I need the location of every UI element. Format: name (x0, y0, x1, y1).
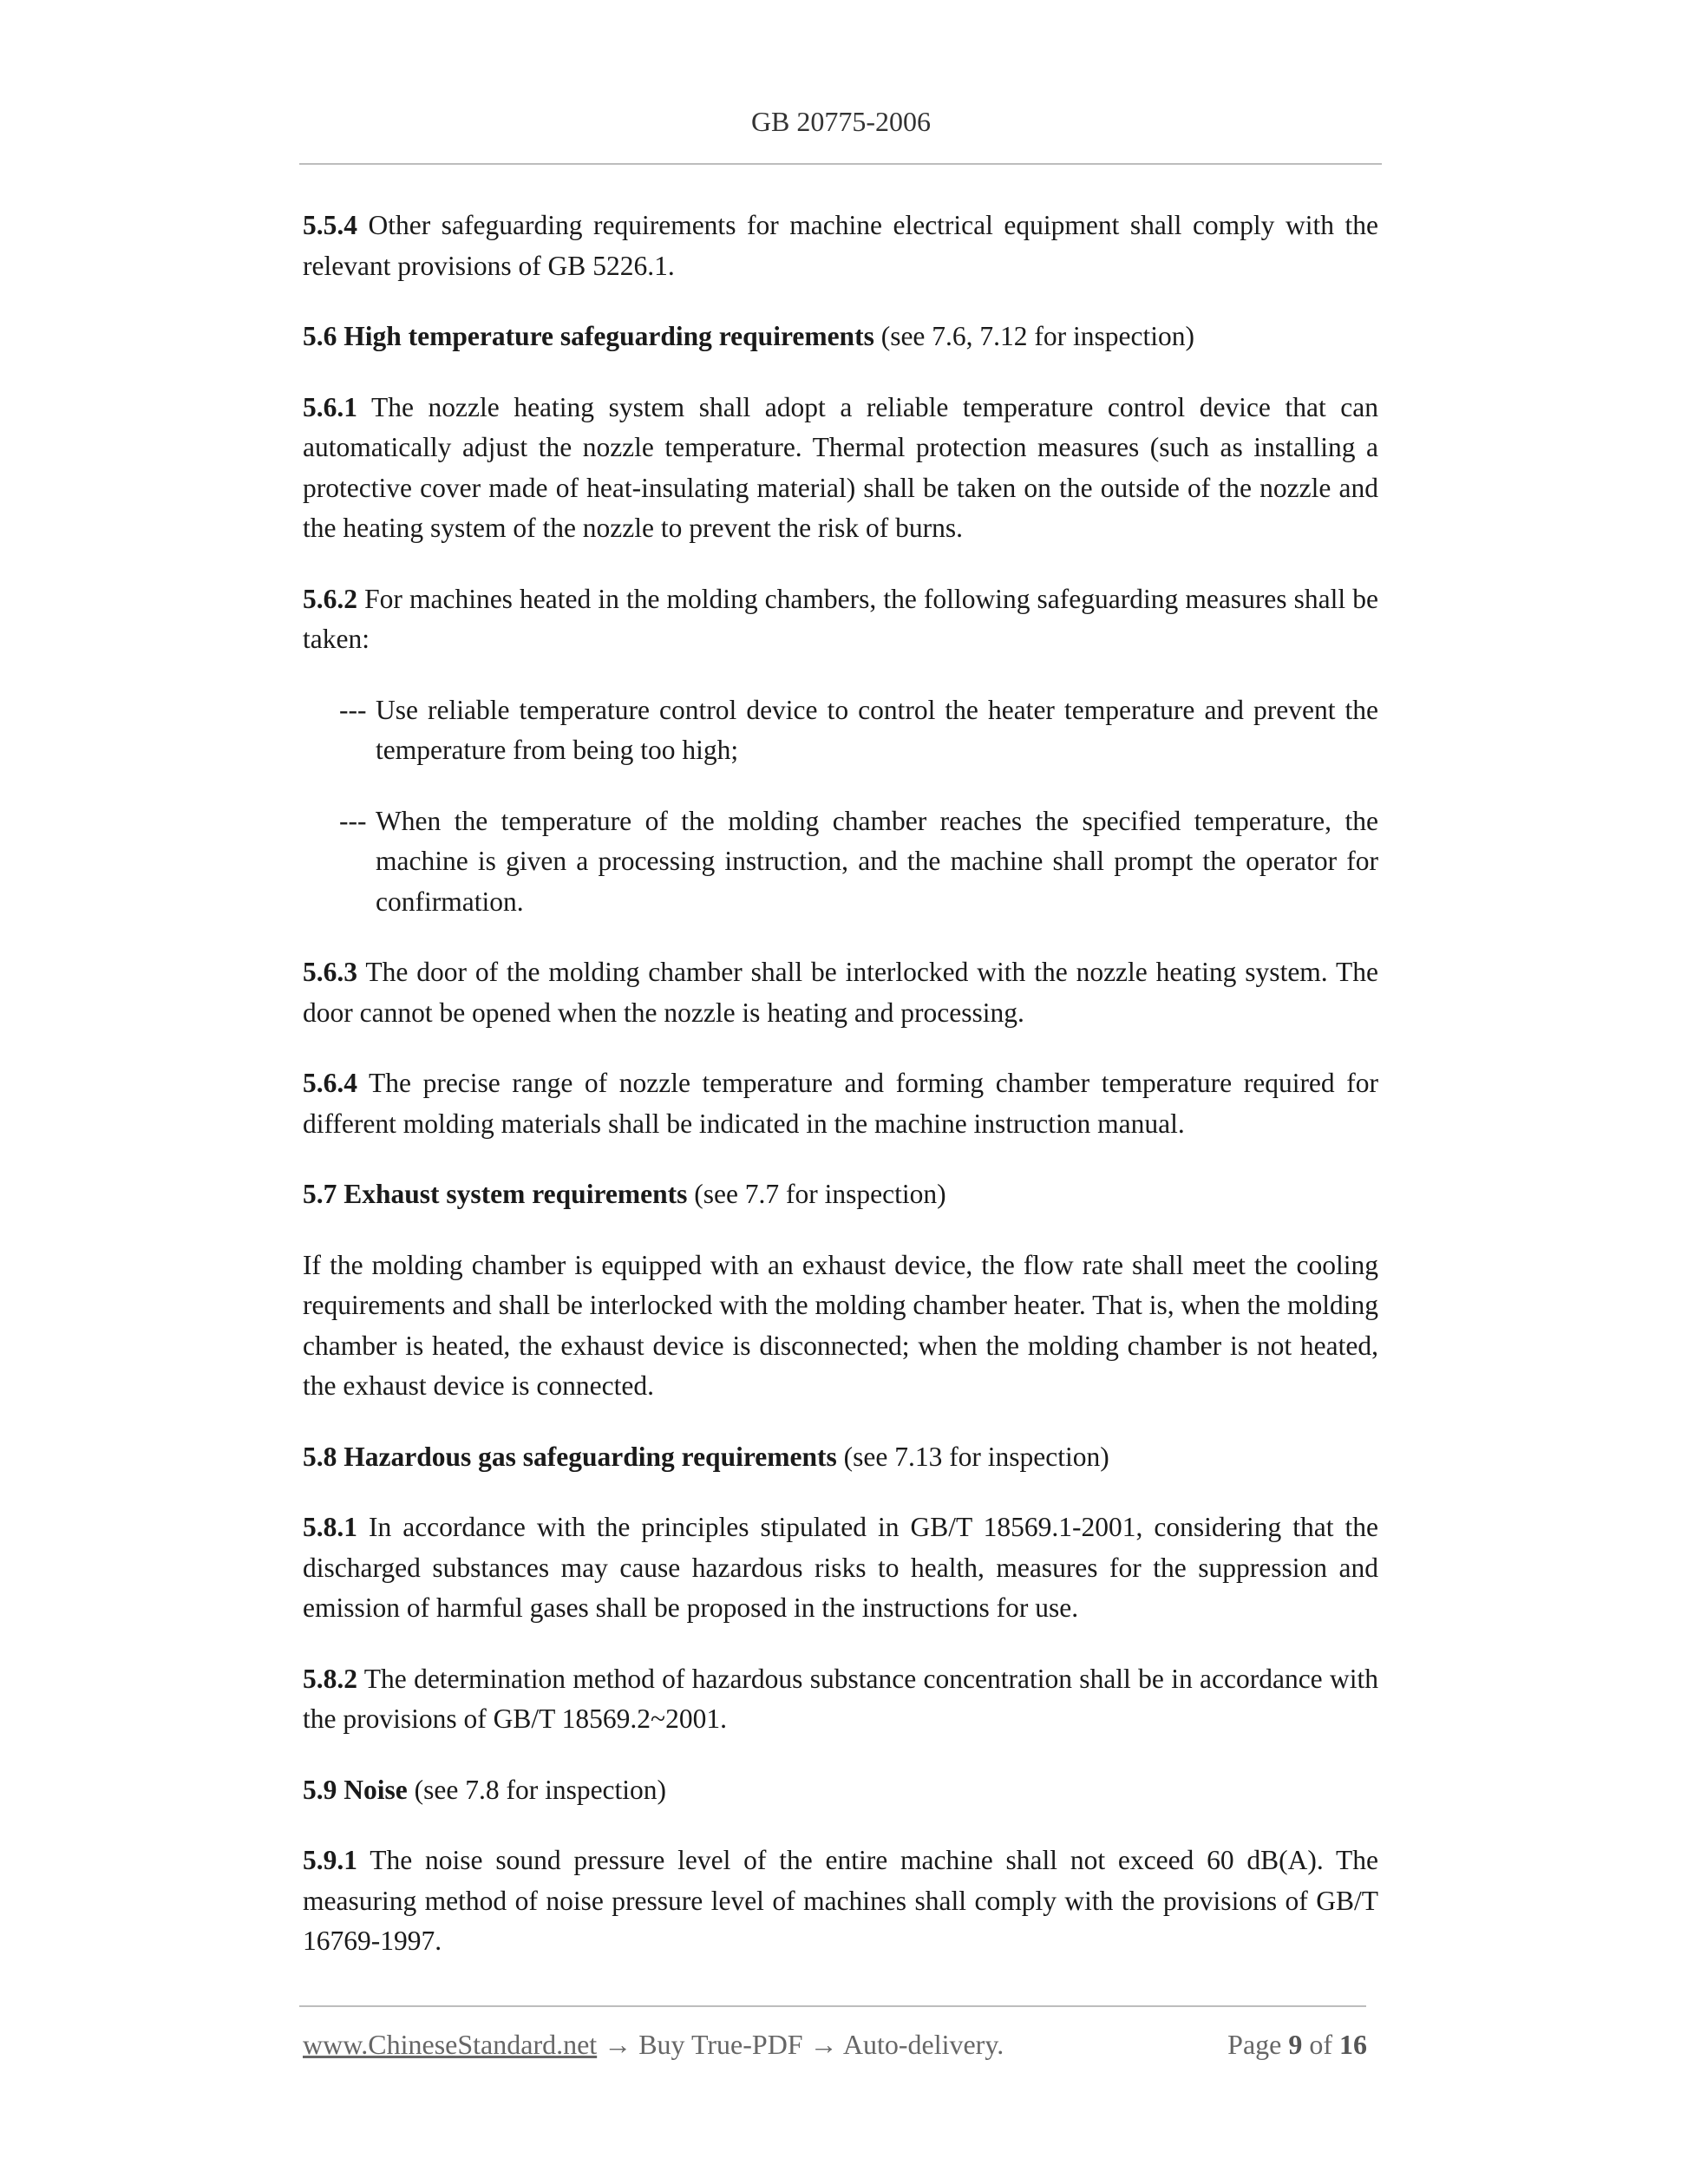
list-item (339, 690, 1378, 771)
clause-text: The nozzle heating system shall adopt a reliable temperature control device that can automatically adjust the nozzle temperature. Thermal protection measures (such as installing a protective cover made of heat-insulating material) shall be taken on the outside of the nozzle and the heating system of the nozzle to prevent the risk of burns. (303, 391, 1378, 543)
clause-5-6-1 (303, 388, 1378, 549)
section-heading-5-8 (303, 1437, 1378, 1478)
arrow-right-icon: → (604, 2029, 632, 2060)
document-body (303, 206, 1378, 1992)
inspection-note: (see 7.7 for inspection) (687, 1179, 946, 1209)
dash-marker: --- (339, 805, 367, 836)
section-title: 5.6 High temperature safeguarding requirements (303, 321, 874, 351)
page-indicator (1197, 2029, 1367, 2061)
list-item-text: When the temperature of the molding chamber reaches the specified temperature, the machine is given a processing instruction, and the machine shall prompt the operator for confirmation. (376, 805, 1378, 917)
inspection-note: (see 7.6, 7.12 for inspection) (873, 321, 1194, 351)
footer-divider (299, 2005, 1366, 2007)
section-heading-5-6 (303, 317, 1378, 357)
footer-promo (303, 2029, 1004, 2061)
buy-pdf-text: Buy True-PDF (638, 2029, 803, 2060)
clause-number: 5.6.2 (303, 583, 357, 614)
clause-text: The door of the molding chamber shall be interlocked with the nozzle heating system. The door cannot be opened when the nozzle is heating and processing. (303, 957, 1378, 1028)
section-heading-5-7 (303, 1174, 1378, 1215)
clause-5-5-4 (303, 206, 1378, 286)
inspection-note: (see 7.13 for inspection) (836, 1441, 1109, 1472)
page-label: Page (1227, 2029, 1282, 2060)
clause-text: The noise sound pressure level of the entire machine shall not exceed 60 dB(A). The measuring method of noise pressure level of machines shall comply with the provisions of GB/T 16769-1997. (303, 1845, 1378, 1956)
clause-number: 5.5.4 (303, 210, 357, 240)
list-item-text: Use reliable temperature control device to control the heater temperature and prevent the temperature from being too high; (376, 694, 1378, 765)
clause-5-6-4 (303, 1063, 1378, 1144)
of-label: of (1309, 2029, 1332, 2060)
section-heading-5-9 (303, 1770, 1378, 1811)
clause-text: Other safeguarding requirements for machine electrical equipment shall comply with the relevant provisions of GB 5226.1. (303, 210, 1378, 281)
site-link[interactable]: www.ChineseStandard.net (303, 2029, 598, 2060)
clause-text: The determination method of hazardous substance concentration shall be in accordance with the provisions of GB/T 18569.2~2001. (303, 1663, 1378, 1734)
exhaust-paragraph (303, 1246, 1378, 1407)
section-title: 5.7 Exhaust system requirements (303, 1179, 688, 1209)
section-title: 5.8 Hazardous gas safeguarding requirements (303, 1441, 837, 1472)
clause-text: The precise range of nozzle temperature and forming chamber temperature required for different molding materials shall be indicated in the machine instruction manual. (303, 1068, 1378, 1139)
clause-5-6-2 (303, 579, 1378, 660)
clause-number: 5.8.1 (303, 1512, 357, 1542)
delivery-text: Auto-delivery. (842, 2029, 1004, 2060)
inspection-note: (see 7.8 for inspection) (407, 1774, 667, 1805)
clause-5-9-1 (303, 1841, 1378, 1962)
arrow-right-icon: → (809, 2029, 838, 2060)
page-number: 9 (1288, 2029, 1303, 2060)
clause-5-6-3 (303, 952, 1378, 1033)
clause-number: 5.9.1 (303, 1845, 357, 1875)
clause-text: In accordance with the principles stipulated in GB/T 18569.1-2001, considering that the discharged substances may cause hazardous risks to health, measures for the suppression and emission of harmful gases shall be proposed in the instructions for use. (303, 1512, 1378, 1623)
list-item (339, 801, 1378, 923)
page-total: 16 (1339, 2029, 1367, 2060)
clause-5-8-2 (303, 1659, 1378, 1740)
clause-text: For machines heated in the molding chambers, the following safeguarding measures shall be taken: (303, 583, 1378, 654)
section-title: 5.9 Noise (303, 1774, 408, 1805)
dash-marker: --- (339, 694, 367, 725)
clause-number: 5.6.1 (303, 391, 357, 422)
header-divider (299, 163, 1382, 165)
clause-number: 5.6.3 (303, 957, 357, 987)
page-header: GB 20775-2006 (750, 106, 932, 137)
clause-number: 5.6.4 (303, 1068, 357, 1098)
paragraph-text: If the molding chamber is equipped with an exhaust device, the flow rate shall meet the cooling requirements and shall be interlocked with the molding chamber heater. That is, when the molding chamber is heated, the exhaust device is disconnected; when the molding chamber is not heated, the exhaust device is connected. (303, 1249, 1378, 1401)
clause-5-8-1 (303, 1507, 1378, 1629)
clause-number: 5.8.2 (303, 1663, 357, 1694)
